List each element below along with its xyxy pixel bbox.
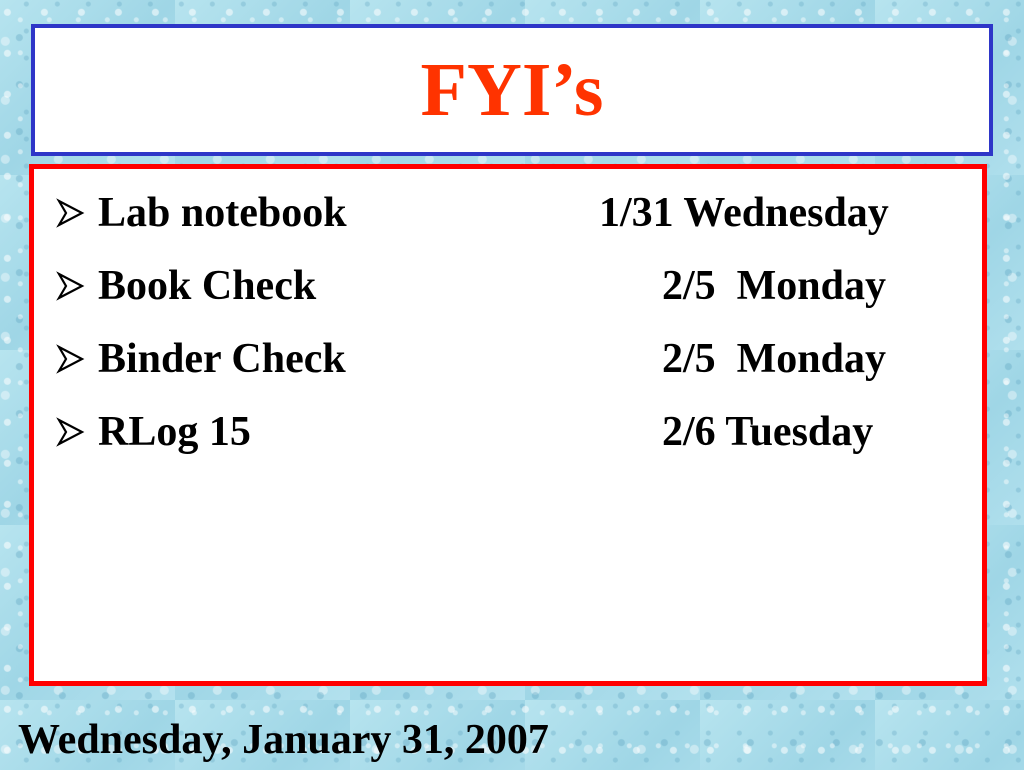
arrowhead-bullet-icon [50, 256, 90, 316]
arrowhead-bullet-icon [50, 402, 90, 462]
list-item [34, 183, 982, 243]
arrowhead-bullet-icon [50, 183, 90, 243]
item-label: RLog 15 [98, 409, 251, 455]
item-date: 2/6 Tuesday [662, 409, 874, 455]
item-date: 1/31 Wednesday [599, 190, 889, 236]
item-label: Lab notebook [98, 190, 347, 236]
slide-title: FYI’s [420, 48, 604, 132]
arrowhead-bullet-icon [50, 329, 90, 389]
item-date: 2/5 Monday [662, 336, 887, 382]
slide-date-footer: Wednesday, January 31, 2007 [18, 717, 549, 763]
list-item [34, 329, 982, 389]
list-item [34, 256, 982, 316]
item-label: Book Check [98, 263, 317, 309]
title-box [31, 24, 993, 156]
list-item [34, 402, 982, 462]
item-label: Binder Check [98, 336, 346, 382]
content-box [29, 164, 987, 686]
item-date: 2/5 Monday [662, 263, 887, 309]
